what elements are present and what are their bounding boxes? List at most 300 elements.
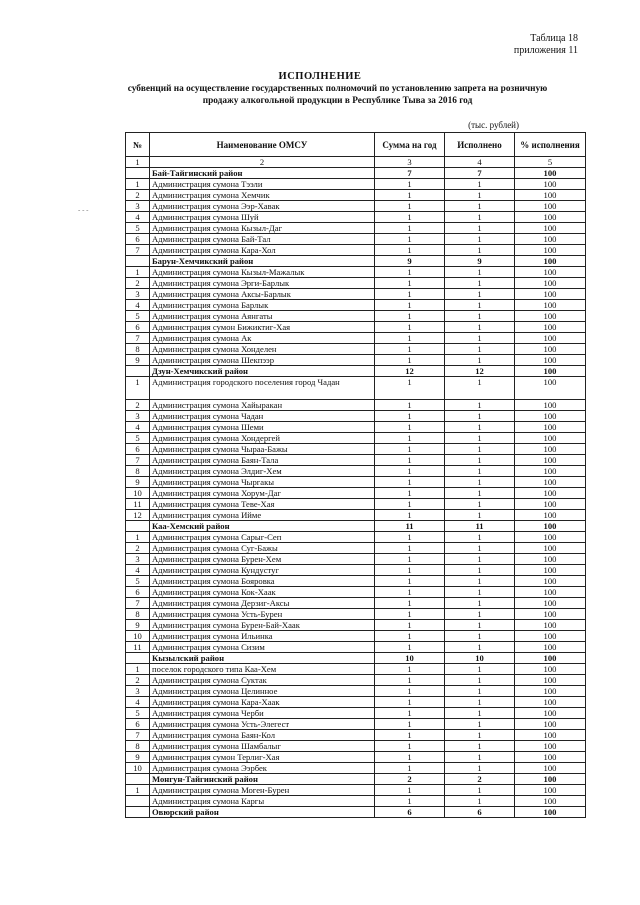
annual-sum-cell: 1 (375, 796, 445, 807)
executed-cell: 1 (445, 433, 515, 444)
executed-cell: 1 (445, 675, 515, 686)
omsu-name-cell: Каа-Хемский район (150, 521, 375, 532)
execution-percent-cell: 100 (515, 411, 586, 422)
execution-percent-cell: 100 (515, 785, 586, 796)
scan-mark: ‐ ‐ ‐ (78, 206, 89, 214)
table-row (126, 466, 586, 477)
annual-sum-cell: 1 (375, 598, 445, 609)
execution-percent-cell: 100 (515, 190, 586, 201)
row-number-cell: 6 (126, 322, 150, 333)
table-body (126, 168, 586, 818)
omsu-name-cell: Администрация сумона Хондергей (150, 433, 375, 444)
execution-percent-cell: 100 (515, 488, 586, 499)
document-subtitle: субвенций на осуществление государственных полномочий по установлению запрета на розничную продажу алкогольной продукции в Республике Тыва за 2016 год (127, 84, 548, 106)
row-number-cell: 6 (126, 587, 150, 598)
table-header-row (126, 133, 586, 157)
executed-cell: 1 (445, 223, 515, 234)
executed-cell: 1 (445, 477, 515, 488)
executed-cell: 1 (445, 411, 515, 422)
annual-sum-cell: 1 (375, 620, 445, 631)
row-number-cell: 10 (126, 631, 150, 642)
table-row (126, 455, 586, 466)
executed-cell: 1 (445, 554, 515, 565)
annual-sum-cell: 1 (375, 675, 445, 686)
omsu-name-cell: Администрация сумона Усть-Элегест (150, 719, 375, 730)
table-row (126, 587, 586, 598)
row-number-cell (126, 653, 150, 664)
annual-sum-cell: 1 (375, 400, 445, 411)
execution-percent-cell: 100 (515, 796, 586, 807)
execution-percent-cell: 100 (515, 653, 586, 664)
table-row (126, 620, 586, 631)
omsu-name-cell: Дзун-Хемчикский район (150, 366, 375, 377)
annual-sum-cell: 1 (375, 234, 445, 245)
execution-percent-cell: 100 (515, 620, 586, 631)
annual-sum-cell: 1 (375, 444, 445, 455)
execution-percent-cell: 100 (515, 400, 586, 411)
executed-cell: 6 (445, 807, 515, 818)
execution-percent-cell: 100 (515, 245, 586, 256)
executed-cell: 2 (445, 774, 515, 785)
omsu-name-cell: Администрация сумона Аксы-Барлык (150, 289, 375, 300)
omsu-name-cell: Администрация сумона Чадан (150, 411, 375, 422)
executed-cell: 1 (445, 278, 515, 289)
table-row (126, 719, 586, 730)
header-sum: Сумма на год (375, 133, 445, 157)
omsu-name-cell: Администрация сумона Хонделен (150, 344, 375, 355)
omsu-name-cell: Администрация сумона Сизим (150, 642, 375, 653)
row-number-cell: 5 (126, 576, 150, 587)
execution-percent-cell: 100 (515, 499, 586, 510)
omsu-name-cell: Бай-Тайгинский район (150, 168, 375, 179)
index-cell: 1 (126, 157, 150, 168)
executed-cell: 1 (445, 708, 515, 719)
document-title: ИСПОЛНЕНИЕ (278, 71, 362, 82)
annual-sum-cell: 1 (375, 609, 445, 620)
execution-percent-cell: 100 (515, 168, 586, 179)
table-row (126, 411, 586, 422)
executed-cell: 1 (445, 631, 515, 642)
annual-sum-cell: 1 (375, 201, 445, 212)
executed-cell: 1 (445, 576, 515, 587)
executed-cell: 1 (445, 532, 515, 543)
execution-percent-cell: 100 (515, 763, 586, 774)
row-number-cell: 8 (126, 344, 150, 355)
execution-percent-cell: 100 (515, 675, 586, 686)
annual-sum-cell: 1 (375, 433, 445, 444)
annual-sum-cell: 1 (375, 576, 445, 587)
table-row (126, 355, 586, 366)
annual-sum-cell: 1 (375, 278, 445, 289)
row-number-cell: 8 (126, 609, 150, 620)
table-row (126, 752, 586, 763)
execution-percent-cell: 100 (515, 300, 586, 311)
table-row (126, 796, 586, 807)
table-row (126, 543, 586, 554)
table-row (126, 190, 586, 201)
table-row (126, 499, 586, 510)
execution-percent-cell: 100 (515, 455, 586, 466)
row-number-cell (126, 796, 150, 807)
omsu-name-cell: Администрация сумона Бояровка (150, 576, 375, 587)
row-number-cell: 6 (126, 234, 150, 245)
table-row (126, 631, 586, 642)
table-row (126, 763, 586, 774)
execution-percent-cell: 100 (515, 322, 586, 333)
execution-percent-cell: 100 (515, 664, 586, 675)
execution-percent-cell: 100 (515, 697, 586, 708)
execution-percent-cell: 100 (515, 741, 586, 752)
executed-cell: 1 (445, 377, 515, 400)
executed-cell: 1 (445, 642, 515, 653)
execution-percent-cell: 100 (515, 510, 586, 521)
execution-percent-cell: 100 (515, 201, 586, 212)
execution-percent-cell: 100 (515, 466, 586, 477)
omsu-name-cell: Администрация сумона Ак (150, 333, 375, 344)
row-number-cell: 9 (126, 620, 150, 631)
executed-cell: 1 (445, 565, 515, 576)
execution-percent-cell: 100 (515, 223, 586, 234)
annual-sum-cell: 1 (375, 333, 445, 344)
omsu-name-cell: Администрация сумона Ээр-Хавак (150, 201, 375, 212)
omsu-name-cell: Администрация сумона Баян-Тала (150, 455, 375, 466)
row-number-cell: 1 (126, 179, 150, 190)
row-number-cell: 2 (126, 190, 150, 201)
executed-cell: 1 (445, 598, 515, 609)
annual-sum-cell: 11 (375, 521, 445, 532)
annual-sum-cell: 1 (375, 719, 445, 730)
row-number-cell: 8 (126, 466, 150, 477)
execution-percent-cell: 100 (515, 256, 586, 267)
row-number-cell: 5 (126, 311, 150, 322)
executed-cell: 1 (445, 785, 515, 796)
district-row (126, 168, 586, 179)
executed-cell: 12 (445, 366, 515, 377)
table-row (126, 344, 586, 355)
omsu-name-cell: Администрация сумона Бурен-Бай-Хаак (150, 620, 375, 631)
annual-sum-cell: 1 (375, 311, 445, 322)
execution-table (125, 132, 586, 818)
annual-sum-cell: 1 (375, 212, 445, 223)
execution-percent-cell: 100 (515, 344, 586, 355)
row-number-cell: 11 (126, 642, 150, 653)
omsu-name-cell: поселок городского типа Каа-Хем (150, 664, 375, 675)
district-row (126, 256, 586, 267)
annual-sum-cell: 1 (375, 631, 445, 642)
row-number-cell: 5 (126, 433, 150, 444)
row-number-cell (126, 168, 150, 179)
row-number-cell (126, 366, 150, 377)
executed-cell: 1 (445, 609, 515, 620)
annual-sum-cell: 1 (375, 565, 445, 576)
row-number-cell (126, 807, 150, 818)
table-row (126, 609, 586, 620)
annual-sum-cell: 12 (375, 366, 445, 377)
header-num: № (126, 133, 150, 157)
omsu-name-cell: Администрация сумона Барлык (150, 300, 375, 311)
omsu-name-cell: Администрация сумон Терлиг-Хая (150, 752, 375, 763)
executed-cell: 10 (445, 653, 515, 664)
row-number-cell: 1 (126, 785, 150, 796)
executed-cell: 1 (445, 543, 515, 554)
execution-percent-cell: 100 (515, 477, 586, 488)
executed-cell: 1 (445, 686, 515, 697)
omsu-name-cell: Администрация сумона Моген-Бурен (150, 785, 375, 796)
executed-cell: 1 (445, 333, 515, 344)
table-row (126, 598, 586, 609)
table-row (126, 532, 586, 543)
row-number-cell: 4 (126, 300, 150, 311)
row-number-cell: 3 (126, 411, 150, 422)
annual-sum-cell: 1 (375, 532, 445, 543)
table-row (126, 223, 586, 234)
annual-sum-cell: 1 (375, 752, 445, 763)
annual-sum-cell: 1 (375, 741, 445, 752)
row-number-cell: 4 (126, 697, 150, 708)
execution-percent-cell: 100 (515, 234, 586, 245)
table-row (126, 554, 586, 565)
annual-sum-cell: 1 (375, 697, 445, 708)
execution-percent-cell: 100 (515, 355, 586, 366)
annual-sum-cell: 1 (375, 664, 445, 675)
row-number-cell: 7 (126, 730, 150, 741)
omsu-name-cell: Администрация сумона Сарыг-Сеп (150, 532, 375, 543)
omsu-name-cell: Администрация сумона Ильинка (150, 631, 375, 642)
units-note: (тыс. рублей) (468, 120, 519, 130)
header-name: Наименование ОМСУ (150, 133, 375, 157)
executed-cell: 1 (445, 488, 515, 499)
omsu-name-cell: Администрация сумона Шеми (150, 422, 375, 433)
annual-sum-cell: 1 (375, 322, 445, 333)
omsu-name-cell: Администрация сумона Суктак (150, 675, 375, 686)
omsu-name-cell: Администрация сумона Чыргакы (150, 477, 375, 488)
table-row (126, 179, 586, 190)
execution-percent-cell: 100 (515, 708, 586, 719)
row-number-cell: 5 (126, 708, 150, 719)
header-done: Исполнено (445, 133, 515, 157)
district-row (126, 366, 586, 377)
omsu-name-cell: Монгун-Тайгинский район (150, 774, 375, 785)
table-row (126, 400, 586, 411)
row-number-cell: 3 (126, 554, 150, 565)
index-cell: 3 (375, 157, 445, 168)
omsu-name-cell: Администрация сумона Черби (150, 708, 375, 719)
table-row (126, 708, 586, 719)
execution-percent-cell: 100 (515, 686, 586, 697)
execution-percent-cell: 100 (515, 598, 586, 609)
table-row (126, 289, 586, 300)
omsu-name-cell: Администрация сумона Кызыл-Даг (150, 223, 375, 234)
annual-sum-cell: 1 (375, 543, 445, 554)
row-number-cell: 8 (126, 741, 150, 752)
omsu-name-cell: Администрация сумона Бурен-Хем (150, 554, 375, 565)
row-number-cell: 9 (126, 355, 150, 366)
execution-percent-cell: 100 (515, 576, 586, 587)
execution-percent-cell: 100 (515, 377, 586, 400)
row-number-cell: 1 (126, 664, 150, 675)
annual-sum-cell: 1 (375, 422, 445, 433)
annual-sum-cell: 1 (375, 190, 445, 201)
header-pct: % исполнения (515, 133, 586, 157)
district-row (126, 774, 586, 785)
annual-sum-cell: 1 (375, 223, 445, 234)
annual-sum-cell: 9 (375, 256, 445, 267)
executed-cell: 1 (445, 212, 515, 223)
omsu-name-cell: Администрация сумона Элдиг-Хем (150, 466, 375, 477)
annual-sum-cell: 10 (375, 653, 445, 664)
table-row (126, 278, 586, 289)
row-number-cell: 5 (126, 223, 150, 234)
row-number-cell: 12 (126, 510, 150, 521)
execution-percent-cell: 100 (515, 719, 586, 730)
annual-sum-cell: 2 (375, 774, 445, 785)
table-row (126, 565, 586, 576)
row-number-cell: 4 (126, 565, 150, 576)
executed-cell: 1 (445, 344, 515, 355)
omsu-name-cell: Администрация сумона Шамбалыг (150, 741, 375, 752)
table-row (126, 422, 586, 433)
executed-cell: 1 (445, 289, 515, 300)
omsu-name-cell: Администрация сумона Бай-Тал (150, 234, 375, 245)
row-number-cell: 4 (126, 212, 150, 223)
execution-percent-cell: 100 (515, 289, 586, 300)
execution-percent-cell: 100 (515, 774, 586, 785)
executed-cell: 1 (445, 444, 515, 455)
row-number-cell: 7 (126, 455, 150, 466)
table-row (126, 212, 586, 223)
omsu-name-cell: Администрация сумона Хемчик (150, 190, 375, 201)
executed-cell: 1 (445, 201, 515, 212)
executed-cell: 1 (445, 190, 515, 201)
table-row (126, 433, 586, 444)
annual-sum-cell: 1 (375, 708, 445, 719)
district-row (126, 521, 586, 532)
annual-sum-cell: 7 (375, 168, 445, 179)
annual-sum-cell: 1 (375, 730, 445, 741)
table-row (126, 730, 586, 741)
executed-cell: 1 (445, 499, 515, 510)
annual-sum-cell: 1 (375, 686, 445, 697)
omsu-name-cell: Администрация сумон Бижиктиг-Хая (150, 322, 375, 333)
execution-percent-cell: 100 (515, 730, 586, 741)
row-number-cell: 2 (126, 543, 150, 554)
executed-cell: 9 (445, 256, 515, 267)
row-number-cell (126, 256, 150, 267)
row-number-cell: 3 (126, 201, 150, 212)
executed-cell: 1 (445, 697, 515, 708)
executed-cell: 1 (445, 664, 515, 675)
table-reference (514, 33, 578, 57)
omsu-name-cell: Кызылский район (150, 653, 375, 664)
omsu-name-cell: Администрация сумона Усть-Бурен (150, 609, 375, 620)
annual-sum-cell: 1 (375, 477, 445, 488)
row-number-cell: 4 (126, 422, 150, 433)
table-row (126, 245, 586, 256)
annual-sum-cell: 1 (375, 587, 445, 598)
omsu-name-cell: Администрация сумона Хорум-Даг (150, 488, 375, 499)
execution-percent-cell: 100 (515, 311, 586, 322)
omsu-name-cell: Барун-Хемчикский район (150, 256, 375, 267)
execution-percent-cell: 100 (515, 521, 586, 532)
execution-percent-cell: 100 (515, 212, 586, 223)
table-row (126, 311, 586, 322)
table-row (126, 234, 586, 245)
table-row (126, 488, 586, 499)
execution-percent-cell: 100 (515, 642, 586, 653)
row-number-cell: 1 (126, 377, 150, 400)
executed-cell: 1 (445, 322, 515, 333)
table-row (126, 785, 586, 796)
row-number-cell: 3 (126, 686, 150, 697)
district-row (126, 807, 586, 818)
annual-sum-cell: 1 (375, 763, 445, 774)
omsu-name-cell: Администрация сумона Кара-Хаак (150, 697, 375, 708)
executed-cell: 1 (445, 510, 515, 521)
omsu-name-cell: Администрация сумона Кызыл-Мажалык (150, 267, 375, 278)
omsu-name-cell: Администрация сумона Теве-Хая (150, 499, 375, 510)
execution-percent-cell: 100 (515, 543, 586, 554)
executed-cell: 1 (445, 245, 515, 256)
row-number-cell: 10 (126, 763, 150, 774)
annual-sum-cell: 1 (375, 499, 445, 510)
row-number-cell: 10 (126, 488, 150, 499)
executed-cell: 11 (445, 521, 515, 532)
omsu-name-cell: Администрация сумона Кундустуг (150, 565, 375, 576)
annual-sum-cell: 1 (375, 289, 445, 300)
row-number-cell: 1 (126, 532, 150, 543)
row-number-cell: 2 (126, 675, 150, 686)
annual-sum-cell: 1 (375, 179, 445, 190)
annual-sum-cell: 1 (375, 377, 445, 400)
execution-percent-cell: 100 (515, 554, 586, 565)
executed-cell: 1 (445, 730, 515, 741)
table-row (126, 201, 586, 212)
omsu-name-cell: Администрация сумона Каргы (150, 796, 375, 807)
annual-sum-cell: 1 (375, 554, 445, 565)
table-row (126, 697, 586, 708)
annual-sum-cell: 1 (375, 642, 445, 653)
row-number-cell: 2 (126, 278, 150, 289)
executed-cell: 1 (445, 267, 515, 278)
execution-percent-cell: 100 (515, 278, 586, 289)
row-number-cell (126, 774, 150, 785)
row-number-cell (126, 521, 150, 532)
table-row (126, 510, 586, 521)
table-row (126, 477, 586, 488)
omsu-name-cell: Администрация сумона Чыраа-Бажы (150, 444, 375, 455)
annual-sum-cell: 1 (375, 411, 445, 422)
executed-cell: 1 (445, 466, 515, 477)
executed-cell: 1 (445, 741, 515, 752)
row-number-cell: 7 (126, 598, 150, 609)
table-row (126, 377, 586, 400)
row-number-cell: 6 (126, 719, 150, 730)
row-number-cell: 7 (126, 333, 150, 344)
table-row (126, 267, 586, 278)
omsu-name-cell: Овюрский район (150, 807, 375, 818)
omsu-name-cell: Администрация сумона Баян-Кол (150, 730, 375, 741)
annual-sum-cell: 1 (375, 300, 445, 311)
executed-cell: 1 (445, 620, 515, 631)
execution-percent-cell: 100 (515, 631, 586, 642)
row-number-cell: 2 (126, 400, 150, 411)
row-number-cell: 6 (126, 444, 150, 455)
annual-sum-cell: 1 (375, 785, 445, 796)
executed-cell: 1 (445, 796, 515, 807)
execution-percent-cell: 100 (515, 807, 586, 818)
execution-percent-cell: 100 (515, 366, 586, 377)
execution-percent-cell: 100 (515, 179, 586, 190)
